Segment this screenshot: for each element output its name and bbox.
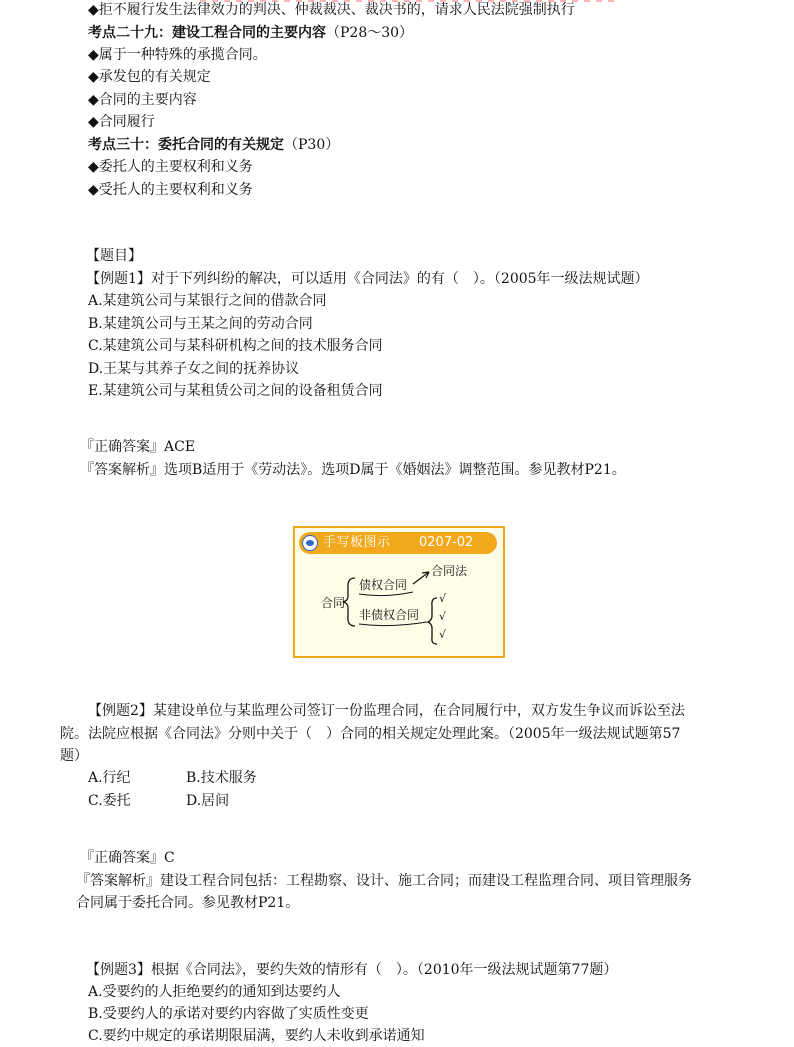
example1-option: B.某建筑公司与王某之间的劳动合同 xyxy=(88,316,313,332)
example1-option: C.某建筑公司与某科研机构之间的技术服务合同 xyxy=(88,338,383,354)
example1-option: E.某建筑公司与某租赁公司之间的设备租赁合同 xyxy=(88,383,383,399)
figure-branch2: 非债权合同 xyxy=(359,608,420,622)
example1-question: 【例题1】对于下列纠纷的解决，可以适用《合同法》的有（ ）。（2005年一级法规试题） xyxy=(86,271,649,287)
example2-option: B.技术服务 xyxy=(186,770,257,786)
kp30-heading xyxy=(88,135,339,155)
example2-option: D.居间 xyxy=(186,793,230,809)
example1-option: A.某建筑公司与某银行之间的借款合同 xyxy=(88,293,327,309)
example3-question: 【例题3】根据《合同法》，要约失效的情形有（ ）。（2010年一级法规试题第77题） xyxy=(86,962,618,978)
handwriting-figure xyxy=(293,526,505,658)
kp29-title: 考点二十九：建设工程合同的主要内容 xyxy=(88,25,326,41)
diagram-lines xyxy=(295,528,503,656)
check-icon: √ xyxy=(439,610,447,623)
example2-analysis-line: 『答案解析』建设工程合同包括：工程勘察、设计、施工合同；而建设工程监理合同、项目管理服务 xyxy=(76,873,692,889)
kp29-item: ◆合同的主要内容 xyxy=(88,92,197,108)
kp29-item: ◆属于一种特殊的承揽合同。 xyxy=(88,47,267,63)
brace-right xyxy=(428,598,437,644)
figure-arrow-label: 合同法 xyxy=(431,564,468,578)
kp30-item: ◆受托人的主要权利和义务 xyxy=(88,182,253,198)
kp30-ref: （P30） xyxy=(284,137,340,153)
check-icon: √ xyxy=(439,592,447,605)
underline-scribble xyxy=(359,622,427,626)
figure-title: 手写板图示 xyxy=(323,535,391,550)
example2-option: C.委托 xyxy=(88,793,131,809)
example1-answer: 『正确答案』ACE xyxy=(80,439,196,455)
underline-scribble xyxy=(359,592,413,596)
check-icon: √ xyxy=(439,628,447,641)
example2-question-line: 题） xyxy=(60,748,88,764)
example3-option: A.受要约的人拒绝要约的通知到达要约人 xyxy=(88,984,341,1000)
kp29-item: ◆合同履行 xyxy=(88,114,155,130)
kp29-item: ◆承发包的有关规定 xyxy=(88,69,211,85)
kp29-heading xyxy=(88,23,413,43)
figure-branch1: 债权合同 xyxy=(359,578,408,592)
example3-option: C.要约中规定的承诺期限届满，要约人未收到承诺通知 xyxy=(88,1028,425,1044)
example2-answer: 『正确答案』C xyxy=(80,850,175,866)
example1-option: D.王某与其养子女之间的抚养协议 xyxy=(88,361,300,377)
enforcement-line: ◆拒不履行发生法律效力的判决、仲裁裁决、裁决书的，请求人民法院强制执行 xyxy=(88,2,575,18)
figure-code: 0207-02 xyxy=(419,535,474,550)
example2-analysis-line: 合同属于委托合同。参见教材P21。 xyxy=(76,895,300,911)
example2-question-line: 院。法院应根据《合同法》分则中关于（ ）合同的相关规定处理此案。（2005年一级法规试题第57 xyxy=(60,726,681,742)
figure-root: 合同 xyxy=(321,596,346,610)
questions-heading: 【题目】 xyxy=(86,248,142,264)
example3-option: B.受要约人的承诺对要约内容做了实质性变更 xyxy=(88,1006,369,1022)
example1-analysis: 『答案解析』选项B适用于《劳动法》。选项D属于《婚姻法》调整范围。参见教材P21。 xyxy=(80,462,626,478)
example2-question-line: 【例题2】某建设单位与某监理公司签订一份监理合同，在合同履行中，双方发生争议而诉讼至法 xyxy=(88,703,685,719)
example2-option: A.行纪 xyxy=(88,770,131,786)
kp30-item: ◆委托人的主要权利和义务 xyxy=(88,159,253,175)
kp30-title: 考点三十：委托合同的有关规定 xyxy=(88,137,284,153)
kp29-ref: （P28～30） xyxy=(326,25,414,41)
